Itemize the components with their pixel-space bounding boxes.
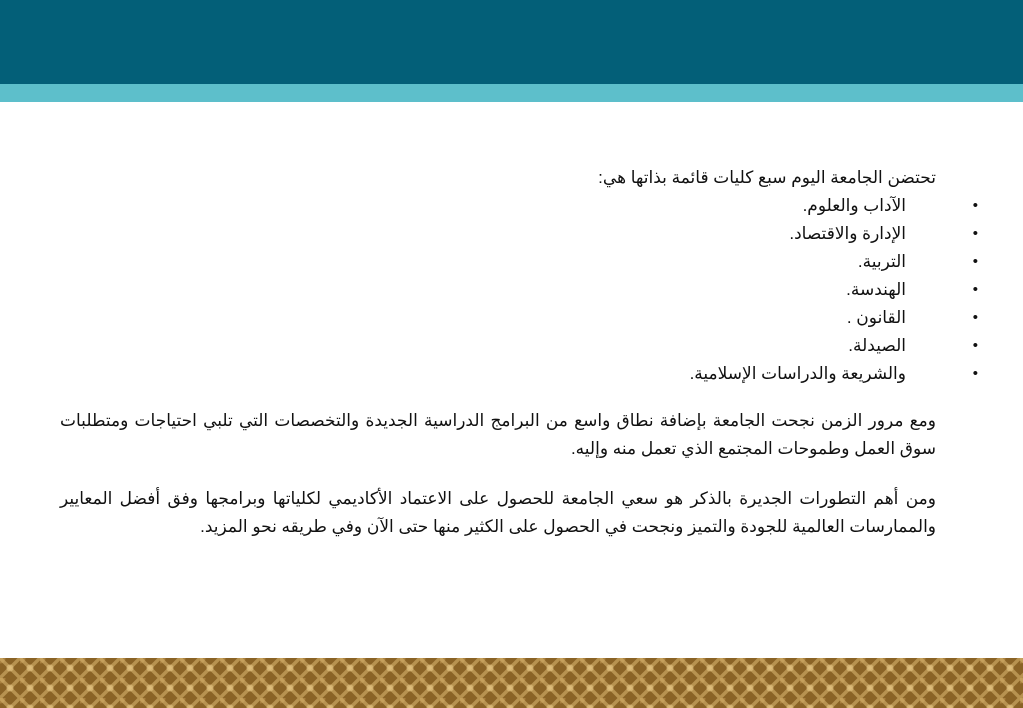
college-name: الهندسة. [846, 280, 906, 299]
bullet-icon: • [972, 253, 978, 270]
college-name: والشريعة والدراسات الإسلامية. [689, 364, 906, 383]
bullet-icon: • [972, 281, 978, 298]
bullet-icon: • [972, 337, 978, 354]
list-item [60, 220, 978, 248]
footer-pattern-band [0, 658, 1023, 708]
list-item [60, 248, 978, 276]
college-name: الصيدلة. [848, 336, 906, 355]
header-accent-stripe [0, 84, 1023, 102]
college-name: التربية. [857, 252, 906, 271]
paragraph-programs: ومع مرور الزمن نجحت الجامعة بإضافة نطاق واسع من البرامج الدراسية الجديدة والتخصصات التي تلبي احتياجات ومتطلبات سوق العمل وطموحات المجتمع الذي تعمل منه وإليه. [60, 411, 936, 458]
bullet-icon: • [972, 225, 978, 242]
list-item [60, 192, 978, 220]
college-name: الإدارة والاقتصاد. [789, 224, 906, 243]
college-name: القانون . [846, 308, 906, 327]
list-item [60, 332, 978, 360]
list-item [60, 276, 978, 304]
list-item [60, 360, 978, 388]
bullet-icon: • [972, 309, 978, 326]
header-band [0, 0, 1023, 84]
bullet-icon: • [972, 365, 978, 382]
list-item [60, 304, 978, 332]
colleges-list [60, 192, 978, 388]
bullet-icon: • [972, 197, 978, 214]
slide-body [60, 164, 978, 541]
intro-text: تحتضن الجامعة اليوم سبع كليات قائمة بذاتها هي: [598, 168, 936, 187]
paragraph-accreditation: ومن أهم التطورات الجديرة بالذكر هو سعي الجامعة للحصول على الاعتماد الأكاديمي لكلياتها وبرامجها وفق أفضل المعايير والممارسات العالمية للجودة والتميز ونجحت في الحصول على الكثير منها حتى الآن وفي طريقه نحو المزيد. [60, 489, 936, 536]
college-name: الآداب والعلوم. [802, 196, 906, 215]
